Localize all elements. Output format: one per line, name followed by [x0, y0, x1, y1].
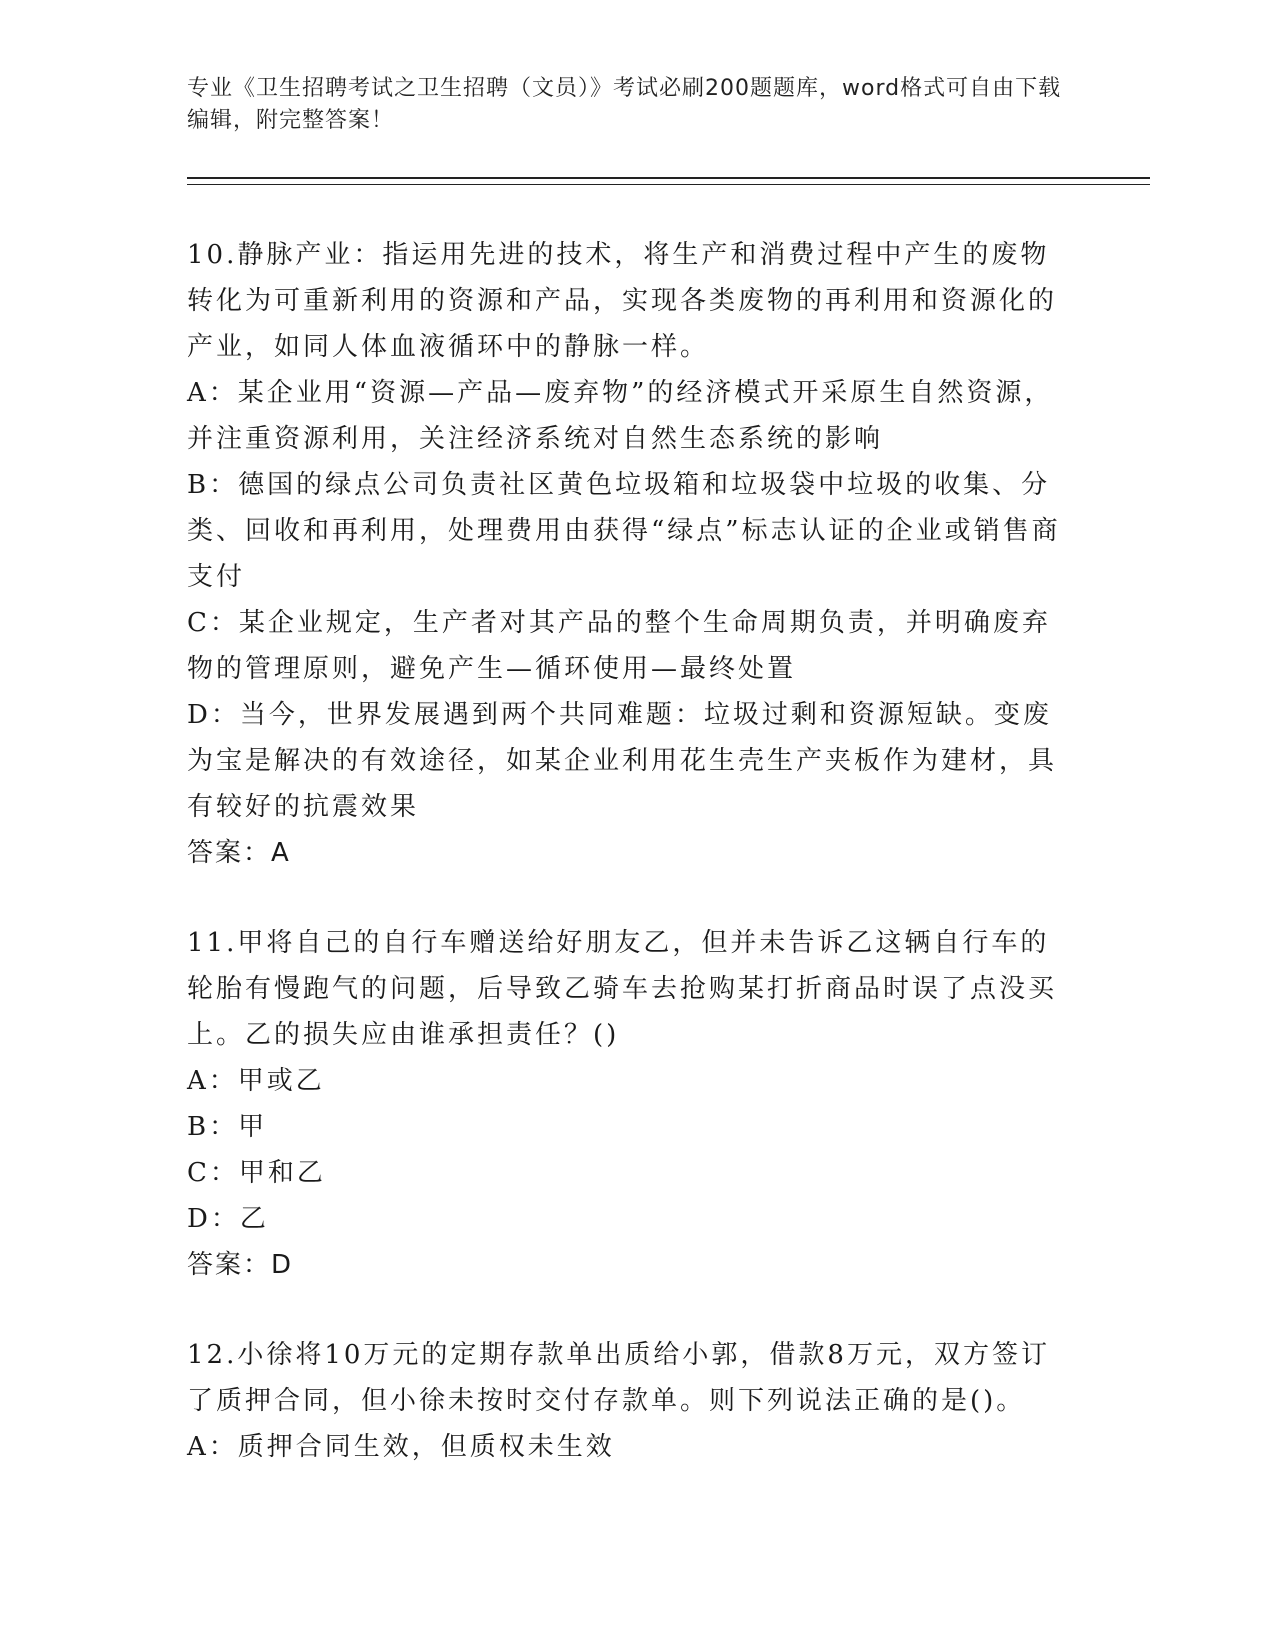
option-d: D：乙: [187, 1204, 269, 1234]
question-11: [187, 920, 1067, 1288]
question-stem: 11.甲将自己的自行车赠送给好朋友乙，但并未告诉乙这辆自行车的轮胎有慢跑气的问题，后导致乙骑车去抢购某打折商品时误了点没买上。乙的损失应由谁承担责任？(): [187, 928, 1058, 1050]
option-b: B：德国的绿点公司负责社区黄色垃圾箱和垃圾袋中垃圾的收集、分类、回收和再利用，处理费用由获得“绿点”标志认证的企业或销售商支付: [187, 470, 1061, 592]
option-b: B：甲: [187, 1112, 268, 1142]
option-c: C：某企业规定，生产者对其产品的整个生命周期负责，并明确废弃物的管理原则，避免产生—循环使用—最终处置: [187, 608, 1051, 684]
option-a: A：甲或乙: [187, 1066, 325, 1096]
option-c: C：甲和乙: [187, 1158, 326, 1188]
option-a: A：质押合同生效，但质权未生效: [187, 1432, 615, 1462]
question-stem: 10.静脉产业：指运用先进的技术，将生产和消费过程中产生的废物转化为可重新利用的资源和产品，实现各类废物的再利用和资源化的产业，如同人体血液循环中的静脉一样。: [187, 240, 1058, 362]
answer-label: 答案：A: [187, 838, 291, 868]
question-list: [187, 232, 1067, 1514]
document-header: 专业《卫生招聘考试之卫生招聘（文员）》考试必刷200题题库，word格式可自由下载编辑，附完整答案！: [187, 76, 1062, 133]
question-10: [187, 232, 1067, 876]
option-a: A：某企业用“资源—产品—废弃物”的经济模式开采原生自然资源，并注重资源利用，关注经济系统对自然生态系统的影响: [187, 378, 1054, 454]
option-d: D：当今，世界发展遇到两个共同难题：垃圾过剩和资源短缺。变废为宝是解决的有效途径，如某企业利用花生壳生产夹板作为建材，具有较好的抗震效果: [187, 700, 1058, 822]
header-divider-thick: [187, 177, 1150, 179]
question-12: [187, 1332, 1067, 1470]
header-divider-thin: [187, 184, 1150, 185]
question-stem: 12.小徐将10万元的定期存款单出质给小郭，借款8万元，双方签订了质押合同，但小徐未按时交付存款单。则下列说法正确的是()。: [187, 1340, 1050, 1416]
answer-label: 答案：D: [187, 1250, 294, 1280]
